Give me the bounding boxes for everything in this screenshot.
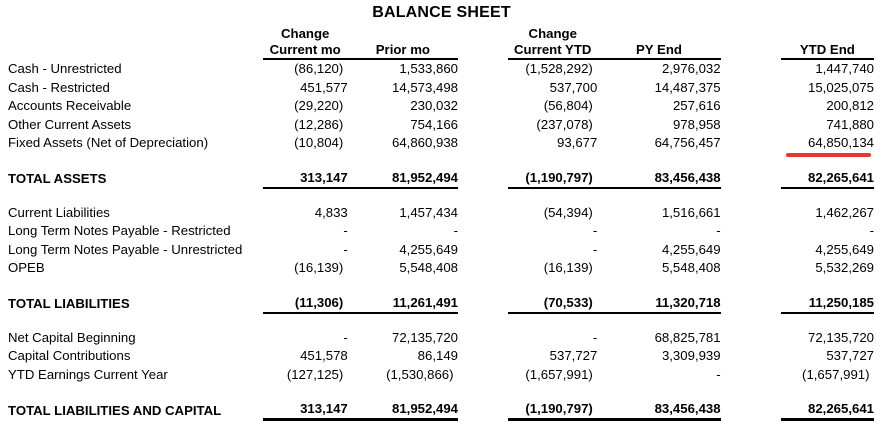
row-label: Net Capital Beginning xyxy=(8,329,136,345)
cell-value: (11,306) xyxy=(263,293,348,313)
table-row xyxy=(8,399,874,420)
column-group-label: Change xyxy=(280,26,330,41)
cell-value: (56,804) xyxy=(543,98,593,113)
row-label: Capital Contributions xyxy=(8,348,131,363)
cell-value: 72,135,720 xyxy=(392,329,459,345)
cell-value: - xyxy=(453,223,459,238)
cell-value: 1,533,860 xyxy=(399,61,459,76)
column-gap xyxy=(458,168,508,188)
cell-value: 5,532,269 xyxy=(815,260,874,275)
header-spacer xyxy=(781,26,874,41)
column-gap xyxy=(721,116,781,135)
column-gap xyxy=(721,26,781,41)
cell-value: 4,833 xyxy=(314,204,348,220)
cell-value: - xyxy=(716,366,721,382)
cell-value: 313,147 xyxy=(263,168,348,188)
header-change-row xyxy=(8,26,874,41)
cell-value: - xyxy=(716,223,721,238)
column-gap xyxy=(458,59,508,79)
cell-value: 537,727 xyxy=(826,348,874,363)
column-gap xyxy=(458,41,508,59)
table-row xyxy=(8,329,874,348)
row-label: Current Liabilities xyxy=(8,204,110,220)
cell-value: (1,190,797) xyxy=(508,168,597,188)
cell-value: (10,804) xyxy=(294,135,344,150)
cell-value: 4,255,649 xyxy=(815,241,874,257)
column-gap xyxy=(458,26,508,41)
row-spacer xyxy=(8,313,874,329)
cell-value: 64,860,938 xyxy=(392,135,459,150)
row-label: Long Term Notes Payable - Unrestricted xyxy=(8,241,243,257)
cell-value: (16,139) xyxy=(543,260,593,275)
cell-value: 754,166 xyxy=(410,116,459,132)
cell-value: - xyxy=(343,223,348,238)
row-label: Fixed Assets (Net of Depreciation) xyxy=(8,135,209,150)
spacer-row xyxy=(8,153,874,168)
balance-sheet-body xyxy=(8,59,874,420)
cell-value: 1,516,661 xyxy=(661,204,721,220)
spacer-row xyxy=(8,384,874,399)
row-label: TOTAL LIABILITIES AND CAPITAL xyxy=(8,402,222,418)
row-label: Accounts Receivable xyxy=(8,98,132,113)
row-label: Cash - Restricted xyxy=(8,79,110,95)
table-row xyxy=(8,134,874,153)
column-gap xyxy=(721,399,781,420)
cell-value: 86,149 xyxy=(417,348,459,363)
table-row xyxy=(8,79,874,98)
spacer-row xyxy=(8,188,874,204)
cell-value: 64,756,457 xyxy=(654,135,721,150)
row-spacer xyxy=(8,384,874,399)
row-label: Cash - Unrestricted xyxy=(8,61,122,76)
row-label: OPEB xyxy=(8,260,45,275)
column-gap xyxy=(721,293,781,313)
cell-value: - xyxy=(592,223,598,238)
column-gap xyxy=(721,222,781,241)
column-gap xyxy=(458,222,508,241)
column-header-prior-mo: Prior mo xyxy=(348,41,458,59)
cell-value: 2,976,032 xyxy=(661,61,721,76)
cell-value: 72,135,720 xyxy=(807,329,874,345)
table-row xyxy=(8,168,874,188)
column-gap xyxy=(721,168,781,188)
cell-value: 11,320,718 xyxy=(597,293,720,313)
column-gap xyxy=(458,79,508,98)
cell-value: 230,032 xyxy=(410,98,459,113)
cell-value: (1,528,292) xyxy=(525,61,593,76)
row-label: Other Current Assets xyxy=(8,116,132,132)
cell-value: 5,548,408 xyxy=(661,260,721,275)
spacer-row xyxy=(8,313,874,329)
column-gap xyxy=(458,97,508,116)
cell-value: (1,657,991) xyxy=(525,366,593,382)
cell-value: 313,147 xyxy=(263,399,348,420)
cell-value: 1,457,434 xyxy=(399,204,459,220)
cell-value: 537,727 xyxy=(549,348,598,363)
column-gap xyxy=(458,366,508,385)
row-label: Long Term Notes Payable - Restricted xyxy=(8,223,231,238)
column-gap xyxy=(721,329,781,348)
cell-value: 3,309,939 xyxy=(661,348,721,363)
cell-value: (237,078) xyxy=(536,116,593,132)
table-header xyxy=(8,26,874,59)
annotated-cell-value: 64,850,134 xyxy=(781,134,874,153)
column-header-ytd-end: YTD End xyxy=(781,41,874,59)
cell-value: 14,573,498 xyxy=(392,79,459,95)
column-gap xyxy=(721,79,781,98)
cell-value: 4,255,649 xyxy=(399,241,459,257)
cell-value: - xyxy=(343,241,348,257)
cell-value: 11,250,185 xyxy=(781,293,874,313)
table-row xyxy=(8,116,874,135)
column-gap xyxy=(458,134,508,153)
column-gap xyxy=(458,241,508,260)
table-row xyxy=(8,59,874,79)
column-gap xyxy=(458,116,508,135)
cell-value: 451,577 xyxy=(300,79,348,95)
table-row xyxy=(8,241,874,260)
table-row xyxy=(8,347,874,366)
column-gap xyxy=(458,204,508,223)
table-row xyxy=(8,204,874,223)
cell-value: (12,286) xyxy=(294,116,344,132)
cell-value: 14,487,375 xyxy=(654,79,721,95)
spacer-row xyxy=(8,278,874,293)
cell-value: 83,456,438 xyxy=(597,168,720,188)
cell-value: 4,255,649 xyxy=(661,241,721,257)
column-gap xyxy=(721,59,781,79)
cell-value: 82,265,641 xyxy=(781,168,874,188)
header-spacer xyxy=(8,26,263,41)
cell-value: 83,456,438 xyxy=(597,399,720,420)
table-row xyxy=(8,222,874,241)
row-spacer xyxy=(8,278,874,293)
header-spacer xyxy=(597,26,720,41)
column-gap xyxy=(458,259,508,278)
column-gap xyxy=(721,204,781,223)
column-gap xyxy=(721,347,781,366)
row-label: YTD Earnings Current Year xyxy=(8,366,168,382)
cell-value: 81,952,494 xyxy=(348,399,458,420)
cell-value: - xyxy=(592,241,598,257)
cell-value: - xyxy=(343,329,348,345)
column-group-label: Change xyxy=(528,26,577,41)
row-label: TOTAL LIABILITIES xyxy=(8,295,130,311)
cell-value: (1,190,797) xyxy=(508,399,597,420)
cell-value: (29,220) xyxy=(294,98,344,113)
column-header-current-mo: Current mo xyxy=(263,41,348,59)
cell-value: 93,677 xyxy=(556,135,598,150)
column-header-py-end: PY End xyxy=(597,41,720,59)
row-label: TOTAL ASSETS xyxy=(8,170,107,186)
column-gap xyxy=(721,41,781,59)
column-gap xyxy=(458,293,508,313)
column-header-current-ytd: Current YTD xyxy=(508,41,597,59)
cell-value: (54,394) xyxy=(543,204,593,220)
balance-sheet-table xyxy=(8,26,874,421)
cell-value: 68,825,781 xyxy=(654,329,721,345)
column-gap xyxy=(458,347,508,366)
cell-value: 200,812 xyxy=(826,98,874,113)
cell-value: 82,265,641 xyxy=(781,399,874,420)
cell-value: (1,530,866) xyxy=(386,366,454,382)
cell-value: (127,125) xyxy=(286,366,344,382)
cell-value: - xyxy=(592,329,598,345)
page-title: BALANCE SHEET xyxy=(372,4,511,21)
cell-value: 451,578 xyxy=(300,348,348,363)
column-gap xyxy=(721,241,781,260)
cell-value: (70,533) xyxy=(508,293,597,313)
cell-value: 1,462,267 xyxy=(815,204,874,220)
column-gap xyxy=(458,399,508,420)
cell-value: - xyxy=(869,223,874,238)
header-spacer xyxy=(8,41,263,59)
cell-value: 978,958 xyxy=(672,116,721,132)
column-gap xyxy=(458,329,508,348)
header-columns-row xyxy=(8,41,874,59)
column-gap xyxy=(721,366,781,385)
table-row xyxy=(8,97,874,116)
table-row xyxy=(8,293,874,313)
column-gap xyxy=(721,259,781,278)
column-gap xyxy=(721,134,781,153)
row-spacer xyxy=(8,153,874,168)
cell-value: 741,880 xyxy=(826,116,874,132)
cell-value: (1,657,991) xyxy=(802,366,870,382)
cell-value: (86,120) xyxy=(294,61,344,76)
cell-value: (16,139) xyxy=(294,260,344,275)
row-spacer xyxy=(8,188,874,204)
cell-value: 5,548,408 xyxy=(399,260,459,275)
cell-value: 81,952,494 xyxy=(348,168,458,188)
column-gap xyxy=(721,97,781,116)
header-spacer xyxy=(348,26,458,41)
cell-value: 1,447,740 xyxy=(815,61,874,76)
cell-value: 11,261,491 xyxy=(348,293,458,313)
table-row xyxy=(8,259,874,278)
table-row xyxy=(8,366,874,385)
cell-value: 15,025,075 xyxy=(807,79,874,95)
cell-value: 537,700 xyxy=(549,79,598,95)
cell-value: 257,616 xyxy=(672,98,721,113)
